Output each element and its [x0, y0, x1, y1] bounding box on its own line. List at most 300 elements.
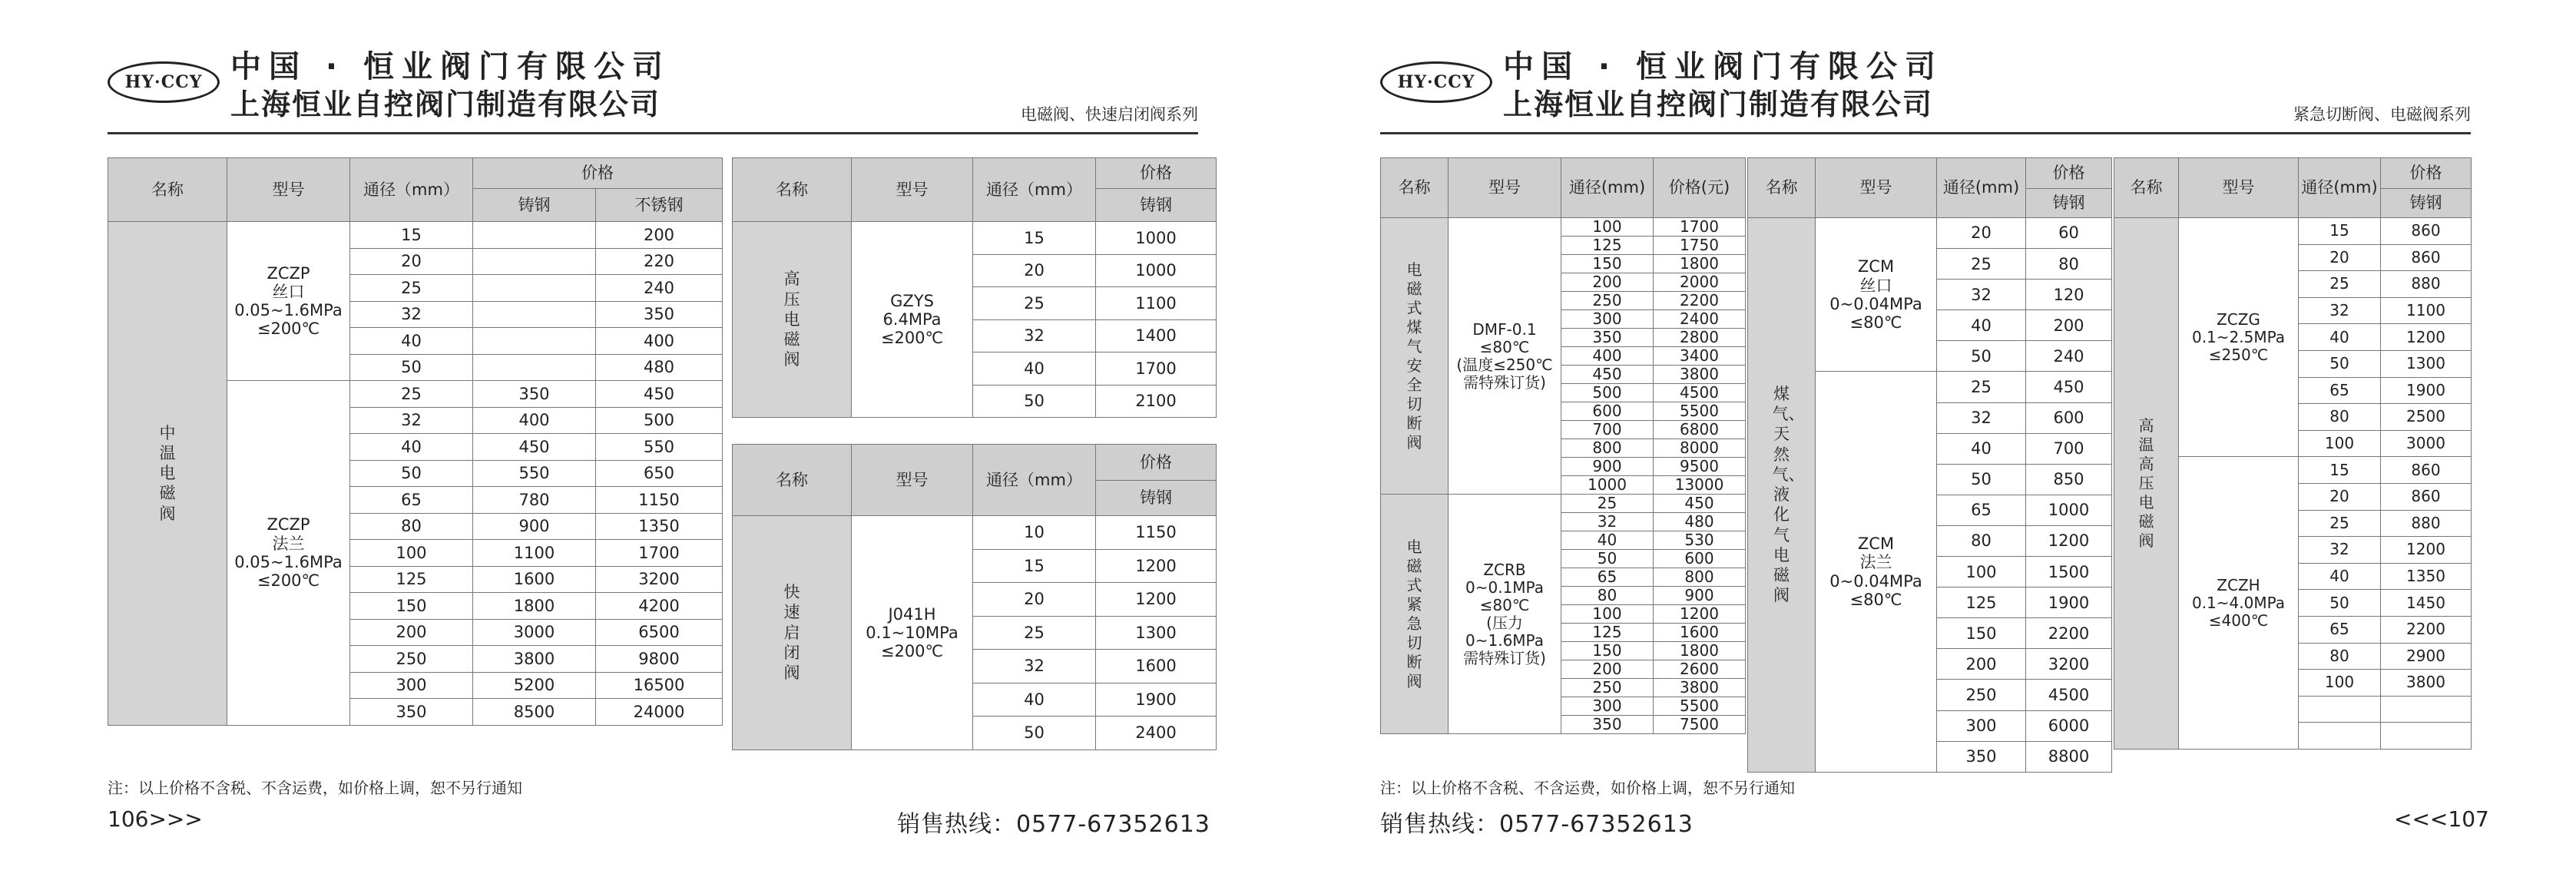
- model-spec-line: ZCZG: [2217, 309, 2260, 329]
- model-spec-line: ZCZP: [267, 263, 310, 283]
- model-spec-line: ≤200℃: [257, 319, 320, 339]
- nominal-diameter-cell: 100: [1561, 218, 1654, 237]
- nominal-diameter-cell: 100: [1561, 605, 1654, 624]
- nominal-diameter-cell: 65: [1937, 495, 2026, 525]
- nominal-diameter-cell: 125: [1561, 237, 1654, 255]
- price-cell: 650: [596, 460, 723, 487]
- nominal-diameter-cell: 900: [1561, 458, 1654, 476]
- valve-name: [108, 222, 227, 726]
- header-dn: 通径（mm）: [350, 158, 473, 222]
- nominal-diameter-cell: 32: [1937, 402, 2026, 433]
- company-name-2: 上海恒业自控阀门制造有限公司: [1503, 88, 1934, 121]
- nominal-diameter-cell: 400: [1561, 347, 1654, 366]
- nominal-diameter-cell: 450: [1561, 366, 1654, 384]
- price-cell: 1900: [2026, 587, 2112, 618]
- price-cell: 1500: [2026, 557, 2112, 587]
- price-cell: 1000: [1096, 254, 1217, 287]
- price-cell: 200: [2026, 310, 2112, 341]
- series-title: 电磁阀、快速启闭阀系列: [1021, 105, 1198, 124]
- left-header: [108, 42, 1198, 134]
- nominal-diameter-cell: [2299, 723, 2381, 750]
- price-cell: 3800: [1654, 366, 1746, 384]
- price-cell: 1150: [596, 487, 723, 514]
- series-title: 紧急切断阀、电磁阀系列: [2293, 105, 2471, 124]
- header-cast-steel: 铸钢: [2381, 189, 2472, 218]
- price-cell: 120: [2026, 280, 2112, 310]
- valve-name: [1381, 495, 1449, 734]
- price-cell: 1200: [2026, 525, 2112, 556]
- price-cell: 2900: [2381, 643, 2472, 670]
- company-name-1: 中国 · 恒业阀门有限公司: [1503, 49, 1944, 84]
- price-cell: 7500: [1654, 716, 1746, 734]
- model-spec-line: (压力0~1.6MPa: [1465, 613, 1544, 650]
- model-spec-line: GZYS: [890, 291, 934, 310]
- price-cell: 3000: [2381, 430, 2472, 457]
- nominal-diameter-cell: 125: [1937, 587, 2026, 618]
- header-price: 价格: [1096, 158, 1217, 189]
- price-cell: 550: [596, 434, 723, 461]
- nominal-diameter-cell: 80: [350, 513, 473, 540]
- nominal-diameter-cell: 50: [1561, 550, 1654, 568]
- nominal-diameter-cell: 20: [2299, 483, 2381, 510]
- nominal-diameter-cell: 25: [2299, 510, 2381, 537]
- model-spec: [1449, 495, 1561, 734]
- price-cell: 6500: [596, 619, 723, 646]
- price-table-medium-temp: [108, 157, 723, 726]
- price-cell: 800: [1654, 568, 1746, 587]
- price-cell: 1300: [1096, 616, 1217, 650]
- model-spec-line: 0.05~1.6MPa: [234, 552, 343, 571]
- nominal-diameter-cell: 150: [1561, 255, 1654, 273]
- price-cell: 860: [2381, 218, 2472, 245]
- table-row: [733, 222, 1217, 255]
- price-cell: 8800: [2026, 741, 2112, 772]
- nominal-diameter-cell: 100: [2299, 430, 2381, 457]
- price-cell: 450: [2026, 372, 2112, 402]
- model-spec-line: ZCZH: [2217, 575, 2260, 594]
- header-cast-steel: 铸钢: [473, 189, 596, 222]
- nominal-diameter-cell: 65: [2299, 616, 2381, 643]
- valve-name-text: 电磁式煤气安全切断阀: [1406, 260, 1422, 452]
- nominal-diameter-cell: 80: [2299, 404, 2381, 431]
- nominal-diameter-cell: 50: [973, 716, 1096, 750]
- table-row: [733, 516, 1217, 550]
- price-cell: 1700: [1096, 352, 1217, 386]
- model-spec-line: 0~0.1MPa: [1465, 577, 1544, 597]
- header-divider: [108, 132, 1198, 134]
- valve-name: [2114, 218, 2179, 750]
- sales-hotline: 销售热线：0577-67352613: [1380, 811, 1694, 838]
- header-name: 名称: [733, 445, 852, 516]
- price-cell: 3800: [2381, 670, 2472, 697]
- model-spec-line: J041H: [888, 604, 936, 624]
- nominal-diameter-cell: 10: [973, 516, 1096, 550]
- nominal-diameter-cell: 15: [973, 549, 1096, 583]
- price-cell: 700: [2026, 433, 2112, 464]
- price-cell: 1000: [1096, 222, 1217, 255]
- price-cell: 1900: [1096, 683, 1217, 716]
- nominal-diameter-cell: 65: [1561, 568, 1654, 587]
- right-header: [1380, 42, 2471, 134]
- nominal-diameter-cell: 200: [1561, 273, 1654, 292]
- nominal-diameter-cell: 80: [2299, 643, 2381, 670]
- nominal-diameter-cell: 25: [973, 287, 1096, 320]
- price-cell: 1200: [2381, 324, 2472, 351]
- price-cell: 240: [2026, 341, 2112, 372]
- price-cell: 2000: [1654, 273, 1746, 292]
- model-spec: [227, 222, 350, 381]
- model-spec-line: ≤80℃: [1479, 595, 1530, 614]
- header-cast-steel: 铸钢: [2026, 189, 2112, 218]
- nominal-diameter-cell: 200: [1937, 649, 2026, 680]
- nominal-diameter-cell: 300: [1937, 710, 2026, 741]
- header-name: 名称: [1748, 158, 1816, 218]
- header-price: 价格: [1096, 445, 1217, 481]
- model-spec-line: ZCRB: [1483, 560, 1526, 579]
- nominal-diameter-cell: 50: [1937, 341, 2026, 372]
- price-cell: 900: [1654, 587, 1746, 605]
- nominal-diameter-cell: 700: [1561, 421, 1654, 439]
- price-cell: 8500: [473, 699, 596, 726]
- header-price: 价格(元): [1654, 158, 1746, 218]
- price-cell: 1200: [2381, 537, 2472, 564]
- price-cell: [2381, 723, 2472, 750]
- price-cell: 400: [473, 407, 596, 434]
- price-cell: 860: [2381, 457, 2472, 484]
- nominal-diameter-cell: 300: [350, 672, 473, 699]
- model-spec: [1816, 218, 1937, 372]
- header-model: 型号: [1816, 158, 1937, 218]
- price-cell: 780: [473, 487, 596, 514]
- header-model: 型号: [2179, 158, 2299, 218]
- price-cell: 16500: [596, 672, 723, 699]
- right-page: [1380, 0, 2576, 877]
- price-cell: 1200: [1096, 583, 1217, 617]
- nominal-diameter-cell: 40: [2299, 563, 2381, 590]
- header-name: 名称: [2114, 158, 2179, 218]
- price-cell: 600: [1654, 550, 1746, 568]
- header-price: 价格: [2381, 158, 2472, 189]
- price-cell: 1300: [2381, 350, 2472, 377]
- nominal-diameter-cell: 15: [2299, 457, 2381, 484]
- model-spec-line: 丝口: [1859, 276, 1892, 295]
- header-divider: [1380, 132, 2471, 134]
- table-row: [1381, 218, 1746, 237]
- price-cell: 24000: [596, 699, 723, 726]
- page-number: 106>>>: [108, 806, 203, 832]
- nominal-diameter-cell: 32: [1561, 513, 1654, 531]
- header-name: 名称: [108, 158, 227, 222]
- price-cell: 1100: [2381, 297, 2472, 324]
- price-cell: 600: [2026, 402, 2112, 433]
- nominal-diameter-cell: 32: [350, 407, 473, 434]
- price-note: 注：以上价格不含税、不含运费，如价格上调，恕不另行通知: [1380, 779, 1795, 797]
- nominal-diameter-cell: 100: [1937, 557, 2026, 587]
- nominal-diameter-cell: 50: [1937, 464, 2026, 495]
- price-cell: 2500: [2381, 404, 2472, 431]
- nominal-diameter-cell: 600: [1561, 402, 1654, 421]
- price-cell: 350: [473, 381, 596, 408]
- nominal-diameter-cell: 25: [350, 381, 473, 408]
- nominal-diameter-cell: 50: [973, 385, 1096, 418]
- valve-name-text: 高压电磁阀: [783, 270, 800, 369]
- model-spec-line: ≤80℃: [1849, 313, 1902, 332]
- nominal-diameter-cell: 250: [1937, 680, 2026, 710]
- model-spec-line: (温度≤250℃: [1456, 355, 1553, 374]
- price-cell: 500: [596, 407, 723, 434]
- nominal-diameter-cell: 250: [1561, 292, 1654, 310]
- nominal-diameter-cell: 20: [350, 248, 473, 275]
- model-spec: [1816, 372, 1937, 772]
- header-dn: 通径（mm）: [973, 445, 1096, 516]
- price-cell: 9800: [596, 646, 723, 673]
- nominal-diameter-cell: 25: [1561, 495, 1654, 513]
- model-spec-line: 0~0.04MPa: [1829, 294, 1922, 313]
- nominal-diameter-cell: 25: [1937, 372, 2026, 402]
- header-name: 名称: [733, 158, 852, 222]
- header-dn: 通径（mm）: [973, 158, 1096, 222]
- price-cell: 5500: [1654, 402, 1746, 421]
- price-cell: 450: [596, 381, 723, 408]
- price-cell: [473, 222, 596, 249]
- model-spec: [1449, 218, 1561, 495]
- price-cell: 1900: [2381, 377, 2472, 404]
- nominal-diameter-cell: 300: [1561, 310, 1654, 329]
- price-cell: 880: [2381, 510, 2472, 537]
- nominal-diameter-cell: 32: [2299, 537, 2381, 564]
- nominal-diameter-cell: 40: [973, 683, 1096, 716]
- price-cell: 860: [2381, 244, 2472, 271]
- price-cell: 1400: [1096, 319, 1217, 352]
- header-cast-steel: 铸钢: [1096, 481, 1217, 516]
- price-cell: 850: [2026, 464, 2112, 495]
- nominal-diameter-cell: 25: [2299, 271, 2381, 298]
- valve-name-text: 煤气、天然气、液化气电磁阀: [1772, 384, 1805, 605]
- nominal-diameter-cell: 25: [350, 275, 473, 302]
- nominal-diameter-cell: 125: [1561, 624, 1654, 642]
- price-table-high-pressure: [732, 157, 1217, 418]
- price-cell: 2800: [1654, 329, 1746, 347]
- nominal-diameter-cell: 20: [2299, 244, 2381, 271]
- nominal-diameter-cell: 20: [1937, 218, 2026, 249]
- price-cell: 240: [596, 275, 723, 302]
- nominal-diameter-cell: 250: [350, 646, 473, 673]
- company-logo: HY·CCY: [1380, 61, 1492, 103]
- price-cell: 200: [596, 222, 723, 249]
- price-cell: 1600: [1654, 624, 1746, 642]
- price-cell: 4500: [1654, 384, 1746, 402]
- model-spec-line: ZCZP: [267, 515, 310, 534]
- price-cell: 1350: [2381, 563, 2472, 590]
- price-cell: 1800: [473, 593, 596, 620]
- header-model: 型号: [227, 158, 350, 222]
- model-spec-line: ≤200℃: [880, 641, 944, 660]
- model-spec-line: ≤200℃: [257, 571, 320, 590]
- model-spec-line: 需特殊订货): [1463, 372, 1546, 392]
- price-table-gas-valve: [1747, 157, 2112, 773]
- price-cell: 60: [2026, 218, 2112, 249]
- model-spec-line: DMF-0.1: [1472, 319, 1537, 339]
- nominal-diameter-cell: 80: [1937, 525, 2026, 556]
- price-cell: 480: [596, 354, 723, 381]
- price-cell: 6000: [2026, 710, 2112, 741]
- valve-name: [733, 516, 852, 750]
- model-spec-line: ≤80℃: [1479, 337, 1530, 356]
- nominal-diameter-cell: 800: [1561, 439, 1654, 458]
- price-cell: 1150: [1096, 516, 1217, 550]
- price-cell: 1750: [1654, 237, 1746, 255]
- nominal-diameter-cell: 150: [1937, 618, 2026, 649]
- price-cell: 900: [473, 513, 596, 540]
- nominal-diameter-cell: 25: [1937, 249, 2026, 280]
- model-spec-line: ≤80℃: [1849, 590, 1902, 609]
- price-cell: 3200: [2026, 649, 2112, 680]
- header-cast-steel: 铸钢: [1096, 189, 1217, 222]
- model-spec: [852, 222, 973, 418]
- price-cell: 9500: [1654, 458, 1746, 476]
- valve-name-text: 中温电磁阀: [159, 423, 176, 523]
- price-cell: 5500: [1654, 697, 1746, 716]
- nominal-diameter-cell: 200: [1561, 660, 1654, 679]
- table-row: [2114, 218, 2472, 245]
- price-cell: 480: [1654, 513, 1746, 531]
- nominal-diameter-cell: 50: [2299, 350, 2381, 377]
- header-model: 型号: [852, 445, 973, 516]
- price-note: 注：以上价格不含税、不含运费，如价格上调，恕不另行通知: [108, 779, 522, 797]
- nominal-diameter-cell: 15: [2299, 218, 2381, 245]
- price-cell: 80: [2026, 249, 2112, 280]
- price-cell: 1100: [1096, 287, 1217, 320]
- nominal-diameter-cell: 40: [350, 328, 473, 355]
- price-cell: [2381, 696, 2472, 723]
- price-cell: 1100: [473, 540, 596, 567]
- nominal-diameter-cell: 200: [350, 619, 473, 646]
- price-table-quick-valve: [732, 444, 1217, 750]
- price-cell: 1700: [596, 540, 723, 567]
- price-cell: [473, 354, 596, 381]
- model-spec-line: ≤400℃: [2208, 611, 2269, 630]
- nominal-diameter-cell: 350: [1561, 329, 1654, 347]
- price-cell: 1350: [596, 513, 723, 540]
- price-cell: 2400: [1096, 716, 1217, 750]
- price-cell: 4500: [2026, 680, 2112, 710]
- model-spec-line: 0~0.04MPa: [1829, 571, 1922, 591]
- nominal-diameter-cell: 32: [1937, 280, 2026, 310]
- nominal-diameter-cell: 50: [350, 460, 473, 487]
- nominal-diameter-cell: 40: [2299, 324, 2381, 351]
- company-logo: HY·CCY: [108, 61, 220, 103]
- sales-hotline: 销售热线：0577-67352613: [897, 811, 1210, 838]
- model-spec-line: 6.4MPa: [882, 309, 942, 329]
- nominal-diameter-cell: 80: [1561, 587, 1654, 605]
- model-spec: [227, 381, 350, 726]
- price-cell: 2200: [2381, 616, 2472, 643]
- nominal-diameter-cell: 300: [1561, 697, 1654, 716]
- nominal-diameter-cell: 1000: [1561, 476, 1654, 495]
- nominal-diameter-cell: 350: [1937, 741, 2026, 772]
- price-cell: [473, 301, 596, 328]
- nominal-diameter-cell: 100: [350, 540, 473, 567]
- price-cell: 1200: [1654, 605, 1746, 624]
- model-spec-line: ≤250℃: [2208, 345, 2269, 364]
- price-cell: 3800: [1654, 679, 1746, 697]
- valve-name: [1381, 218, 1449, 495]
- nominal-diameter-cell: 25: [973, 616, 1096, 650]
- price-cell: 1800: [1654, 255, 1746, 273]
- nominal-diameter-cell: 125: [350, 566, 473, 593]
- nominal-diameter-cell: 350: [350, 699, 473, 726]
- model-spec-line: 0.05~1.6MPa: [234, 301, 343, 319]
- nominal-diameter-cell: 500: [1561, 384, 1654, 402]
- nominal-diameter-cell: 32: [2299, 297, 2381, 324]
- price-cell: 1200: [1096, 549, 1217, 583]
- nominal-diameter-cell: 32: [973, 319, 1096, 352]
- price-cell: 2100: [1096, 385, 1217, 418]
- price-cell: 530: [1654, 531, 1746, 550]
- price-cell: 220: [596, 248, 723, 275]
- price-cell: 3800: [473, 646, 596, 673]
- price-cell: 1800: [1654, 642, 1746, 660]
- model-spec: [2179, 457, 2299, 750]
- valve-name: [1748, 218, 1816, 773]
- price-cell: 2200: [1654, 292, 1746, 310]
- price-cell: 1600: [473, 566, 596, 593]
- nominal-diameter-cell: 50: [2299, 590, 2381, 617]
- price-cell: 450: [1654, 495, 1746, 513]
- price-table-cutoff-valves: [1380, 157, 1746, 734]
- nominal-diameter-cell: 20: [973, 254, 1096, 287]
- nominal-diameter-cell: 32: [973, 650, 1096, 683]
- model-spec-line: 丝口: [272, 282, 305, 301]
- nominal-diameter-cell: [2299, 696, 2381, 723]
- price-cell: 2200: [2026, 618, 2112, 649]
- model-spec-line: 0.1~10MPa: [866, 623, 959, 642]
- valve-name: [733, 222, 852, 418]
- model-spec: [2179, 218, 2299, 457]
- model-spec-line: ZCM: [1857, 257, 1895, 276]
- nominal-diameter-cell: 15: [350, 222, 473, 249]
- model-spec-line: 法兰: [272, 534, 305, 553]
- header-price: 价格: [473, 158, 723, 189]
- header-dn: 通径(mm): [1937, 158, 2026, 218]
- model-spec: [852, 516, 973, 750]
- table-row: [108, 222, 723, 249]
- nominal-diameter-cell: 32: [350, 301, 473, 328]
- valve-name-text: 电磁式紧急切断阀: [1406, 537, 1422, 690]
- nominal-diameter-cell: 40: [1937, 310, 2026, 341]
- price-cell: 1000: [2026, 495, 2112, 525]
- valve-name-text: 快速启闭阀: [783, 583, 800, 683]
- price-cell: [473, 275, 596, 302]
- price-table-high-temp: [2114, 157, 2472, 750]
- header-model: 型号: [1449, 158, 1561, 218]
- nominal-diameter-cell: 150: [1561, 642, 1654, 660]
- model-spec-line: 0.1~2.5MPa: [2191, 327, 2286, 346]
- nominal-diameter-cell: 40: [350, 434, 473, 461]
- company-name-1: 中国 · 恒业阀门有限公司: [230, 49, 671, 84]
- table-row: [1748, 218, 2112, 249]
- price-cell: 13000: [1654, 476, 1746, 495]
- price-cell: 2600: [1654, 660, 1746, 679]
- header-dn: 通径(mm): [1561, 158, 1654, 218]
- nominal-diameter-cell: 65: [2299, 377, 2381, 404]
- header-name: 名称: [1381, 158, 1449, 218]
- table-row: [1381, 495, 1746, 513]
- header-model: 型号: [852, 158, 973, 222]
- model-spec-line: ZCM: [1857, 534, 1895, 554]
- price-cell: 3200: [596, 566, 723, 593]
- nominal-diameter-cell: 15: [973, 222, 1096, 255]
